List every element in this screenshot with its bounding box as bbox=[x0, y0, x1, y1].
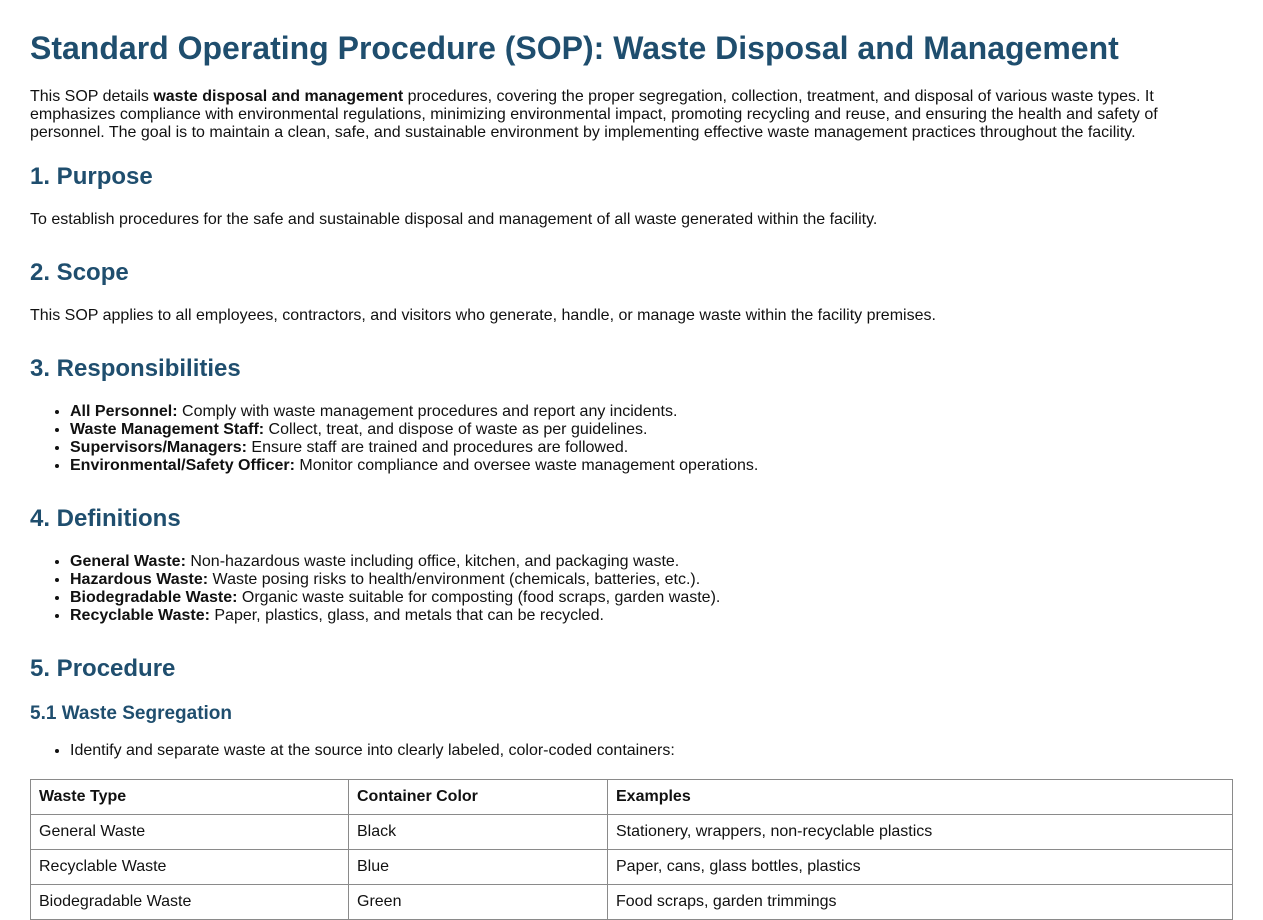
table-cell: Recyclable Waste bbox=[31, 850, 349, 885]
responsibilities-heading: 3. Responsibilities bbox=[30, 355, 241, 382]
table-cell: Food scraps, garden trimmings bbox=[608, 885, 1233, 920]
table-cell: Green bbox=[349, 885, 608, 920]
page-title: Standard Operating Procedure (SOP): Waste Disposal and Management bbox=[30, 30, 1119, 66]
responsibilities-list bbox=[30, 403, 1233, 475]
term: Recyclable Waste: bbox=[70, 607, 210, 624]
description: Non-hazardous waste including office, kitchen, and packaging waste. bbox=[185, 553, 680, 570]
term: Environmental/Safety Officer: bbox=[70, 457, 295, 474]
table-cell: Paper, cans, glass bottles, plastics bbox=[608, 850, 1233, 885]
description: Waste posing risks to health/environment (chemicals, batteries, etc.). bbox=[208, 571, 701, 588]
scope-text: This SOP applies to all employees, contractors, and visitors who generate, handle, or manage waste within the facility premises. bbox=[30, 307, 936, 324]
segregation-heading: 5.1 Waste Segregation bbox=[30, 703, 233, 724]
description: Ensure staff are trained and procedures are followed. bbox=[246, 439, 629, 456]
description: Comply with waste management procedures and report any incidents. bbox=[177, 403, 678, 420]
list-item bbox=[70, 403, 1233, 421]
intro-paragraph bbox=[30, 88, 1233, 142]
procedure-heading: 5. Procedure bbox=[30, 655, 176, 682]
term: General Waste: bbox=[70, 553, 186, 570]
scope-heading: 2. Scope bbox=[30, 259, 129, 286]
list-item bbox=[70, 571, 1233, 589]
term: Waste Management Staff: bbox=[70, 421, 265, 438]
description: Monitor compliance and oversee waste management operations. bbox=[294, 457, 759, 474]
table-cell: General Waste bbox=[31, 815, 349, 850]
table-header-row bbox=[31, 780, 1233, 815]
table-cell: Blue bbox=[349, 850, 608, 885]
intro-text-end: procedures, covering the proper segregation, collection, treatment, and disposal of various waste types. It emphasizes compliance with environmental regulations, minimizing environmental impact, promoting recycling and reuse, and ensuring the health and safety of personnel. The goal is to maintain a clean, safe, and sustainable environment by implementing effective waste management practices throughout the facility. bbox=[30, 88, 1158, 141]
list-item bbox=[70, 421, 1233, 439]
definitions-heading: 4. Definitions bbox=[30, 505, 181, 532]
table-row bbox=[31, 850, 1233, 885]
table-cell: Black bbox=[349, 815, 608, 850]
table-cell: Biodegradable Waste bbox=[31, 885, 349, 920]
purpose-heading: 1. Purpose bbox=[30, 163, 153, 190]
waste-segregation-table bbox=[30, 779, 1233, 920]
column-header: Examples bbox=[608, 780, 1233, 815]
column-header: Container Color bbox=[349, 780, 608, 815]
definitions-list bbox=[30, 553, 1233, 625]
list-item bbox=[70, 553, 1233, 571]
table-row bbox=[31, 885, 1233, 920]
column-header: Waste Type bbox=[31, 780, 349, 815]
description: Paper, plastics, glass, and metals that can be recycled. bbox=[209, 607, 604, 624]
list-item bbox=[70, 439, 1233, 457]
term: Hazardous Waste: bbox=[70, 571, 209, 588]
purpose-text: To establish procedures for the safe and sustainable disposal and management of all waste generated within the facility. bbox=[30, 211, 878, 228]
description: Organic waste suitable for composting (food scraps, garden waste). bbox=[237, 589, 721, 606]
intro-text-start: This SOP details bbox=[30, 88, 154, 105]
list-item bbox=[70, 589, 1233, 607]
list-item bbox=[70, 607, 1233, 625]
intro-bold-text: waste disposal and management bbox=[153, 88, 404, 105]
table-cell: Stationery, wrappers, non-recyclable plastics bbox=[608, 815, 1233, 850]
term: Biodegradable Waste: bbox=[70, 589, 238, 606]
list-item: • Identify and separate waste at the source into clearly labeled, color-coded containers: bbox=[70, 742, 1233, 760]
description: Collect, treat, and dispose of waste as per guidelines. bbox=[264, 421, 648, 438]
term: All Personnel: bbox=[70, 403, 178, 420]
table-row bbox=[31, 815, 1233, 850]
segregation-list bbox=[30, 742, 1233, 760]
list-item bbox=[70, 457, 1233, 475]
term: Supervisors/Managers: bbox=[70, 439, 247, 456]
